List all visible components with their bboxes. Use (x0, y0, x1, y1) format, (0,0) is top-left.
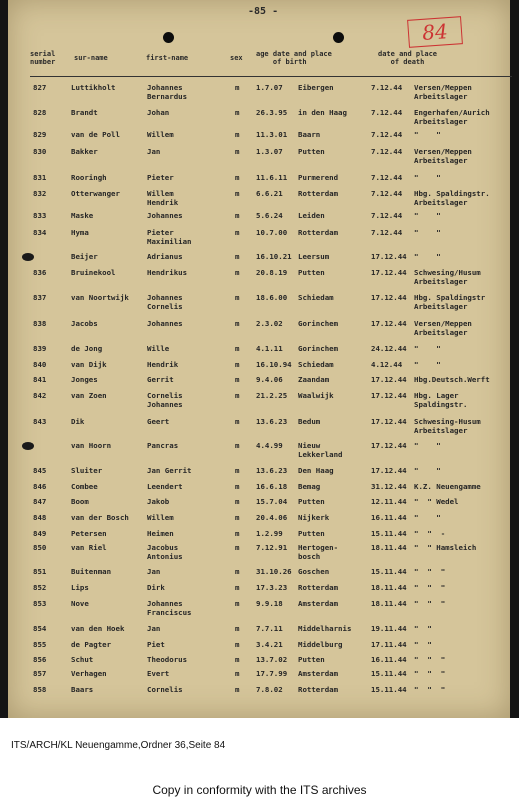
cell-birth-date: 9.4.06 (256, 375, 283, 384)
cell-death-date: 7.12.44 (371, 189, 403, 198)
cell-birth-place: Zaandam (298, 375, 330, 384)
cell-serial: 837 (33, 293, 47, 302)
cell-birth-place: in den Haag (298, 108, 347, 117)
cell-serial: 833 (33, 211, 47, 220)
cell-firstname: Pieter (147, 173, 174, 182)
cell-surname: Baars (71, 685, 94, 694)
cell-firstname: Gerrit (147, 375, 174, 384)
cell-death-date: 17.12.44 (371, 252, 407, 261)
cell-birth-place: Goschen (298, 567, 330, 576)
header-firstname: first-name (146, 54, 189, 62)
cell-serial: 834 (33, 228, 47, 237)
cell-sex: m (235, 293, 240, 302)
cell-birth-place: Bemag (298, 482, 321, 491)
cell-serial: 845 (33, 466, 47, 475)
cell-sex: m (235, 268, 240, 277)
cell-surname: Bruinekool (71, 268, 116, 277)
cell-surname: van Zoen (71, 391, 107, 400)
cell-death-place: " " (414, 360, 441, 369)
cell-birth-date: 16.10.21 (256, 252, 292, 261)
cell-surname: Lips (71, 583, 89, 592)
cell-birth-date: 9.9.18 (256, 599, 283, 608)
cell-surname: van der Bosch (71, 513, 129, 522)
cell-sex: m (235, 147, 240, 156)
cell-serial: 841 (33, 375, 47, 384)
cell-sex: m (235, 669, 240, 678)
cell-death-date: 17.12.44 (371, 441, 407, 450)
cell-birth-date: 17.3.23 (256, 583, 288, 592)
cell-birth-date: 21.2.25 (256, 391, 288, 400)
cell-surname: van Riel (71, 543, 107, 552)
cell-death-place: " " (414, 173, 441, 182)
cell-birth-date: 5.6.24 (256, 211, 283, 220)
cell-birth-place: Nieuw Lekkerland (298, 441, 343, 459)
cell-sex: m (235, 640, 240, 649)
punch-hole (163, 32, 174, 43)
punch-hole (333, 32, 344, 43)
cell-birth-place: Putten (298, 529, 325, 538)
cell-sex: m (235, 173, 240, 182)
cell-surname: van Hoorn (71, 441, 112, 450)
cell-death-place: " " (414, 513, 441, 522)
cell-surname: Brandt (71, 108, 98, 117)
cell-firstname: Willem (147, 130, 174, 139)
cell-death-place: K.Z. Neuengamme (414, 482, 481, 491)
cell-birth-place: Schiedam (298, 293, 334, 302)
cell-serial: 843 (33, 417, 47, 426)
cell-sex: m (235, 83, 240, 92)
cell-death-place: Schwesing/Husum Arbeitslager (414, 268, 481, 286)
archive-sheet (8, 0, 510, 718)
cell-surname: Schut (71, 655, 94, 664)
cell-firstname: Leendert (147, 482, 183, 491)
cell-death-date: 31.12.44 (371, 482, 407, 491)
cell-death-date: 17.12.44 (371, 375, 407, 384)
cell-surname: Boom (71, 497, 89, 506)
cell-birth-place: Middelharnis (298, 624, 352, 633)
cell-firstname: Pancras (147, 441, 179, 450)
cell-birth-date: 13.7.02 (256, 655, 288, 664)
cell-serial: 840 (33, 360, 47, 369)
cell-serial: 839 (33, 344, 47, 353)
cell-firstname: Pieter Maximilian (147, 228, 192, 246)
cell-surname: van den Hoek (71, 624, 125, 633)
cell-birth-place: Rotterdam (298, 228, 339, 237)
cell-serial: 851 (33, 567, 47, 576)
cell-death-date: 24.12.44 (371, 344, 407, 353)
cell-serial: 836 (33, 268, 47, 277)
cell-death-place: Hbg. Spaldingstr. Arbeitslager (414, 189, 490, 207)
cell-serial: 847 (33, 497, 47, 506)
cell-sex: m (235, 108, 240, 117)
cell-birth-place: Nijkerk (298, 513, 330, 522)
cell-sex: m (235, 441, 240, 450)
cell-sex: m (235, 685, 240, 694)
cell-firstname: Jacobus Antonius (147, 543, 183, 561)
cell-birth-date: 16.6.18 (256, 482, 288, 491)
cell-sex: m (235, 319, 240, 328)
header-sex: sex (230, 54, 243, 62)
cell-death-place: " " " (414, 669, 446, 678)
cell-sex: m (235, 599, 240, 608)
cell-sex: m (235, 228, 240, 237)
header-surname: sur-name (74, 54, 108, 62)
cell-firstname: Johannes (147, 211, 183, 220)
cell-birth-date: 4.1.11 (256, 344, 283, 353)
cell-death-date: 17.12.44 (371, 466, 407, 475)
cell-serial: 830 (33, 147, 47, 156)
cell-death-place: " " - (414, 529, 446, 538)
cell-sex: m (235, 529, 240, 538)
cell-birth-date: 16.10.94 (256, 360, 292, 369)
cell-death-place: " " (414, 252, 441, 261)
cell-serial: 854 (33, 624, 47, 633)
cell-firstname: Piet (147, 640, 165, 649)
cell-death-place: Versen/Meppen Arbeitslager (414, 147, 472, 165)
header-death: date and place of death (378, 50, 438, 66)
cell-sex: m (235, 655, 240, 664)
cell-birth-date: 31.10.26 (256, 567, 292, 576)
cell-serial: 831 (33, 173, 47, 182)
ink-blot (22, 442, 34, 450)
cell-death-place: Hbg. Lager Spaldingstr. (414, 391, 468, 409)
cell-sex: m (235, 482, 240, 491)
cell-death-date: 16.11.44 (371, 513, 407, 522)
cell-birth-date: 10.7.00 (256, 228, 288, 237)
cell-birth-date: 18.6.00 (256, 293, 288, 302)
page-marker: -85 - (248, 6, 279, 17)
cell-death-place: Engerhafen/Aurich Arbeitslager (414, 108, 490, 126)
cell-birth-place: Bedum (298, 417, 321, 426)
cell-death-date: 18.11.44 (371, 583, 407, 592)
cell-birth-place: Middelburg (298, 640, 343, 649)
copy-notice: Copy in conformity with the ITS archives (152, 783, 367, 797)
cell-surname: de Pagter (71, 640, 112, 649)
cell-birth-date: 26.3.95 (256, 108, 288, 117)
cell-birth-date: 20.8.19 (256, 268, 288, 277)
cell-death-place: " " Wedel (414, 497, 459, 506)
cell-birth-place: Baarn (298, 130, 321, 139)
cell-death-place: " " " (414, 655, 446, 664)
cell-firstname: Johan (147, 108, 170, 117)
cell-firstname: Evert (147, 669, 170, 678)
cell-surname: Jacobs (71, 319, 98, 328)
cell-death-place: " " (414, 441, 441, 450)
cell-death-date: 7.12.44 (371, 108, 403, 117)
page-stamp: 84 (407, 16, 463, 48)
cell-sex: m (235, 211, 240, 220)
cell-serial: 858 (33, 685, 47, 694)
cell-birth-date: 1.2.99 (256, 529, 283, 538)
cell-death-place: Hbg.Deutsch.Werft (414, 375, 490, 384)
cell-firstname: Heimen (147, 529, 174, 538)
cell-death-place: " " " (414, 583, 446, 592)
cell-death-date: 12.11.44 (371, 497, 407, 506)
cell-birth-date: 13.6.23 (256, 417, 288, 426)
cell-serial: 829 (33, 130, 47, 139)
cell-firstname: Theodorus (147, 655, 188, 664)
cell-firstname: Hendrik (147, 360, 179, 369)
cell-sex: m (235, 583, 240, 592)
cell-death-place: " " (414, 228, 441, 237)
cell-death-date: 15.11.44 (371, 529, 407, 538)
cell-birth-place: Amsterdam (298, 599, 339, 608)
cell-birth-place: Rotterdam (298, 685, 339, 694)
cell-sex: m (235, 375, 240, 384)
cell-sex: m (235, 130, 240, 139)
cell-birth-date: 7.7.11 (256, 624, 283, 633)
cell-death-date: 7.12.44 (371, 83, 403, 92)
cell-surname: Buitenman (71, 567, 112, 576)
cell-surname: Maske (71, 211, 94, 220)
cell-surname: Sluiter (71, 466, 103, 475)
cell-death-date: 4.12.44 (371, 360, 403, 369)
cell-death-place: " " (414, 211, 441, 220)
cell-death-date: 7.12.44 (371, 211, 403, 220)
cell-firstname: Adrianus (147, 252, 183, 261)
cell-death-place: Hbg. Spaldingstr Arbeitslager (414, 293, 486, 311)
cell-death-date: 7.12.44 (371, 173, 403, 182)
cell-surname: Rooringh (71, 173, 107, 182)
cell-surname: Hyma (71, 228, 89, 237)
cell-firstname: Willem (147, 513, 174, 522)
cell-death-date: 7.12.44 (371, 228, 403, 237)
cell-surname: van de Poll (71, 130, 120, 139)
cell-birth-date: 7.12.91 (256, 543, 288, 552)
cell-serial: 850 (33, 543, 47, 552)
cell-death-place: Versen/Meppen Arbeitslager (414, 83, 472, 101)
cell-birth-place: Putten (298, 147, 325, 156)
cell-death-place: " " " (414, 685, 446, 694)
cell-birth-place: Rotterdam (298, 583, 339, 592)
header-rule (30, 76, 512, 77)
cell-death-place: " " (414, 624, 432, 633)
cell-death-date: 7.12.44 (371, 147, 403, 156)
cell-death-date: 17.11.44 (371, 640, 407, 649)
cell-firstname: Johannes Franciscus (147, 599, 192, 617)
cell-sex: m (235, 252, 240, 261)
cell-firstname: Johannes Bernardus (147, 83, 188, 101)
cell-sex: m (235, 391, 240, 400)
cell-death-date: 17.12.44 (371, 293, 407, 302)
cell-firstname: Wille (147, 344, 170, 353)
cell-birth-date: 1.7.07 (256, 83, 283, 92)
cell-death-place: " " " (414, 599, 446, 608)
cell-serial: 857 (33, 669, 47, 678)
cell-serial: 853 (33, 599, 47, 608)
cell-surname: Otterwanger (71, 189, 120, 198)
cell-firstname: Willem Hendrik (147, 189, 179, 207)
cell-death-date: 17.12.44 (371, 391, 407, 400)
cell-serial: 828 (33, 108, 47, 117)
cell-death-date: 19.11.44 (371, 624, 407, 633)
cell-birth-place: Leersum (298, 252, 330, 261)
cell-birth-date: 7.8.02 (256, 685, 283, 694)
cell-death-date: 18.11.44 (371, 543, 407, 552)
cell-surname: de Jong (71, 344, 103, 353)
cell-birth-place: Rotterdam (298, 189, 339, 198)
cell-surname: van Noortwijk (71, 293, 129, 302)
archive-reference: ITS/ARCH/KL Neuengamme,Ordner 36,Seite 84 (11, 740, 226, 751)
cell-birth-place: Hertogen- bosch (298, 543, 339, 561)
cell-death-date: 7.12.44 (371, 130, 403, 139)
cell-firstname: Johannes (147, 319, 183, 328)
cell-birth-place: Eibergen (298, 83, 334, 92)
cell-birth-date: 11.6.11 (256, 173, 288, 182)
cell-firstname: Jan Gerrit (147, 466, 192, 475)
cell-death-date: 16.11.44 (371, 655, 407, 664)
cell-serial: 838 (33, 319, 47, 328)
cell-firstname: Geert (147, 417, 170, 426)
cell-birth-place: Leiden (298, 211, 325, 220)
ink-blot (22, 253, 34, 261)
cell-birth-date: 4.4.99 (256, 441, 283, 450)
header-birth: age date and place of birth (256, 50, 332, 66)
cell-death-place: " " (414, 466, 441, 475)
cell-sex: m (235, 344, 240, 353)
cell-surname: van Dijk (71, 360, 107, 369)
cell-serial: 842 (33, 391, 47, 400)
cell-birth-place: Den Haag (298, 466, 334, 475)
cell-death-date: 17.12.44 (371, 268, 407, 277)
cell-firstname: Dirk (147, 583, 165, 592)
cell-serial: 827 (33, 83, 47, 92)
cell-birth-date: 17.7.99 (256, 669, 288, 678)
cell-death-date: 17.12.44 (371, 417, 407, 426)
cell-surname: Petersen (71, 529, 107, 538)
cell-birth-date: 20.4.06 (256, 513, 288, 522)
cell-surname: Bakker (71, 147, 98, 156)
cell-firstname: Jan (147, 567, 161, 576)
cell-birth-place: Gorinchem (298, 319, 339, 328)
cell-birth-place: Schiedam (298, 360, 334, 369)
cell-birth-place: Putten (298, 655, 325, 664)
cell-death-date: 15.11.44 (371, 567, 407, 576)
cell-sex: m (235, 543, 240, 552)
cell-death-date: 15.11.44 (371, 669, 407, 678)
cell-birth-place: Waalwijk (298, 391, 334, 400)
cell-birth-place: Amsterdam (298, 669, 339, 678)
cell-sex: m (235, 624, 240, 633)
cell-death-place: " " (414, 640, 432, 649)
cell-surname: Nove (71, 599, 89, 608)
cell-serial: 832 (33, 189, 47, 198)
cell-birth-date: 3.4.21 (256, 640, 283, 649)
cell-death-place: " " (414, 344, 441, 353)
cell-death-place: " " " (414, 567, 446, 576)
cell-birth-date: 11.3.01 (256, 130, 288, 139)
cell-serial: 848 (33, 513, 47, 522)
cell-birth-date: 1.3.07 (256, 147, 283, 156)
cell-birth-place: Putten (298, 268, 325, 277)
cell-sex: m (235, 189, 240, 198)
cell-firstname: Jan (147, 624, 161, 633)
cell-firstname: Hendrikus (147, 268, 188, 277)
cell-death-place: Schwesing-Husum Arbeitslager (414, 417, 481, 435)
cell-surname: Verhagen (71, 669, 107, 678)
cell-firstname: Jakob (147, 497, 170, 506)
cell-firstname: Cornelis Johannes (147, 391, 183, 409)
cell-sex: m (235, 567, 240, 576)
cell-birth-date: 2.3.02 (256, 319, 283, 328)
cell-serial: 852 (33, 583, 47, 592)
cell-serial: 849 (33, 529, 47, 538)
cell-birth-date: 15.7.04 (256, 497, 288, 506)
cell-birth-place: Putten (298, 497, 325, 506)
cell-death-place: Versen/Meppen Arbeitslager (414, 319, 472, 337)
cell-serial: 855 (33, 640, 47, 649)
cell-birth-date: 13.6.23 (256, 466, 288, 475)
cell-sex: m (235, 360, 240, 369)
cell-firstname: Johannes Cornelis (147, 293, 183, 311)
cell-sex: m (235, 513, 240, 522)
cell-surname: Beijer (71, 252, 98, 261)
cell-firstname: Cornelis (147, 685, 183, 694)
cell-death-date: 15.11.44 (371, 685, 407, 694)
cell-sex: m (235, 497, 240, 506)
cell-serial: 846 (33, 482, 47, 491)
cell-surname: Jonges (71, 375, 98, 384)
cell-birth-place: Purmerend (298, 173, 339, 182)
cell-surname: Dik (71, 417, 85, 426)
cell-serial: 856 (33, 655, 47, 664)
cell-death-place: " " (414, 130, 441, 139)
cell-birth-place: Gorinchem (298, 344, 339, 353)
cell-death-place: " " Hamsleich (414, 543, 477, 552)
header-serial: serial number (30, 50, 56, 66)
cell-sex: m (235, 466, 240, 475)
cell-death-date: 18.11.44 (371, 599, 407, 608)
cell-firstname: Jan (147, 147, 161, 156)
cell-sex: m (235, 417, 240, 426)
cell-surname: Luttikholt (71, 83, 116, 92)
cell-death-date: 17.12.44 (371, 319, 407, 328)
cell-birth-date: 6.6.21 (256, 189, 283, 198)
cell-surname: Combee (71, 482, 98, 491)
